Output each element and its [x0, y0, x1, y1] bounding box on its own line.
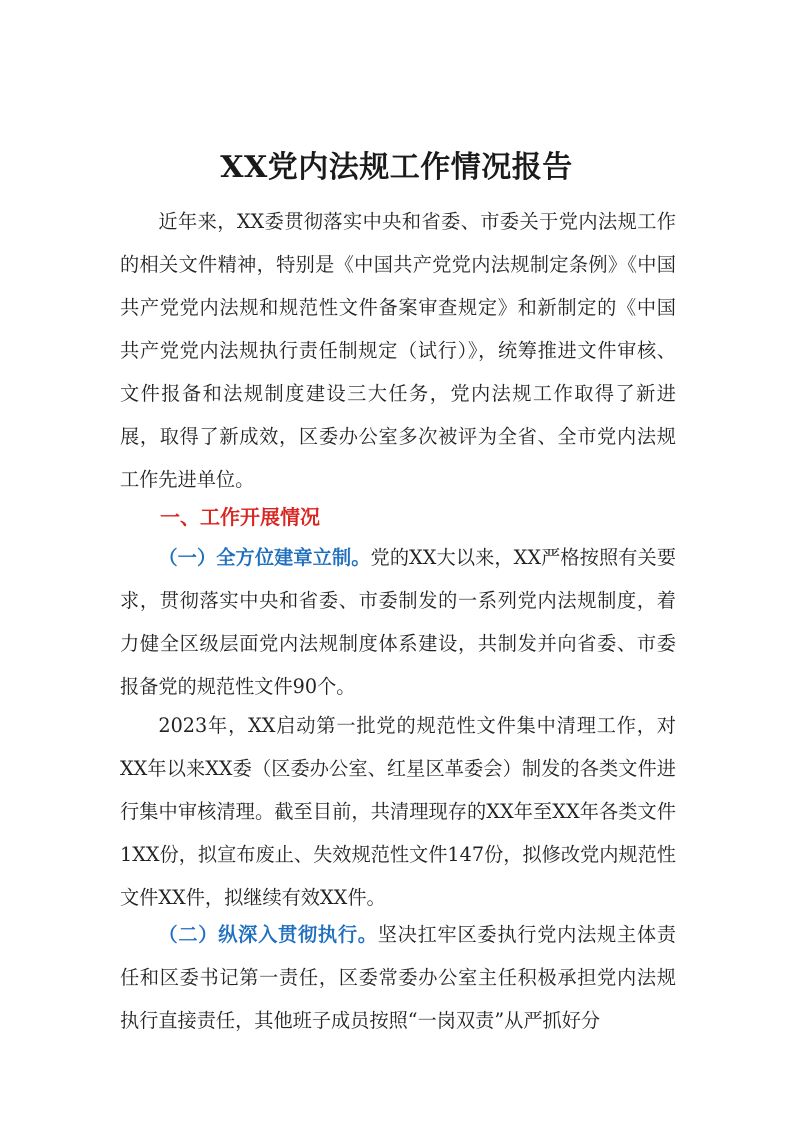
intro-paragraph: 近年来，XX委贯彻落实中央和省委、市委关于党内法规工作的相关文件精神，特别是《中国共产党党内法规制定条例》《中国共产党党内法规和规范性文件备案审查规定》和新制定的《中国共产党党内法规执行责任制规定（试行）》，统筹推进文件审核、文件报备和法规制度建设三大任务，党内法规工作取得了新进展，取得了新成效，区委办公室多次被评为全省、全市党内法规工作先进单位。: [120, 210, 676, 491]
cleanup-paragraph: 2023年，XX启动第一批党的规范性文件集中清理工作，对XX年以来XX委（区委办公室、红星区革委会）制发的各类文件进行集中审核清理。截至目前，共清理现存的XX年至XX年各类文件1XX份，拟宣布废止、失效规范性文件147份，拟修改党内规范性文件XX件，拟继续有效XX件。: [120, 714, 676, 909]
item-1-heading: （一）全方位建章立制。: [158, 546, 371, 569]
item-2-paragraph: [120, 913, 676, 1042]
item-2-heading: （二）纵深入贯彻执行。: [158, 923, 378, 946]
section-heading: 一、工作开展情况: [160, 505, 320, 529]
item-1-text: 党的XX大以来，XX严格按照有关要求，贯彻落实中央和省委、市委制发的一系列党内法规制度，着力健全区级层面党内法规制度体系建设，共制发并向省委、市委报备党的规范性文件90个。: [120, 546, 677, 698]
item-1-paragraph: [120, 536, 676, 708]
item-2-text: 坚决扛牢区委执行党内法规主体责任和区委书记第一责任，区委常委办公室主任积极承担党内法规执行直接责任，其他班子成员按照“一岗双责”从严抓好分: [120, 923, 677, 1032]
page-title: XX党内法规工作情况报告: [220, 150, 573, 186]
